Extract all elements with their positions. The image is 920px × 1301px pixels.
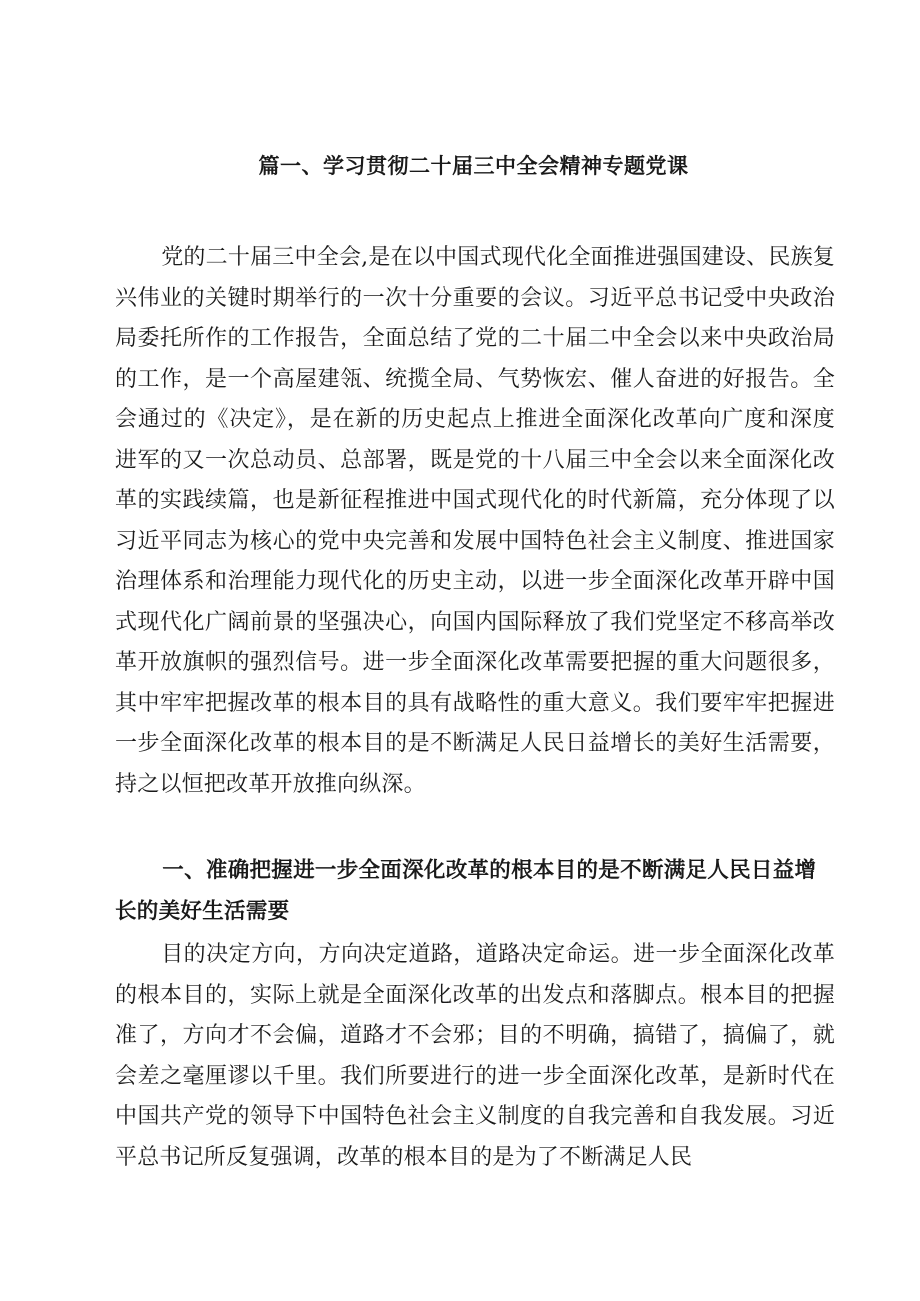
section-one-heading: 一、准确把握进一步全面深化改革的根本目的是不断满足人民日益增长的美好生活需要 — [115, 858, 817, 924]
document-title: 篇一、学习贯彻二十届三中全会精神专题党课 — [258, 154, 689, 178]
intro-paragraph: 党的二十届三中全会,是在以中国式现代化全面推进强国建设、民族复兴伟业的关键时期举行的一次十分重要的会议。习近平总书记受中央政治局委托所作的工作报告，全面总结了党的二十届二中全会以来中央政治局的工作，是一个高屋建瓴、统揽全局、气势恢宏、催人奋进的好报告。全会通过的《决定》，是在新的历史起点上推进全面深化改革向广度和深度进军的又一次总动员、总部署，既是党的十八届三中全会以来全面深化改革的实践续篇，也是新征程推进中国式现代化的时代新篇，充分体现了以习近平同志为核心的党中央完善和发展中国特色社会主义制度、推进国家治理体系和治理能力现代化的历史主动，以进一步全面深化改革开辟中国式现代化广阔前景的坚强决心，向国内国际释放了我们党坚定不移高举改革开放旗帜的强烈信号。进一步全面深化改革需要把握的重大问题很多，其中牢牢把握改革的根本目的具有战略性的重大意义。我们要牢牢把握进一步全面深化改革的根本目的是不断满足人民日益增长的美好生活需要，持之以恒把改革开放推向纵深。 — [115, 245, 835, 797]
section-one-paragraph: 目的决定方向，方向决定道路，道路决定命运。进一步全面深化改革的根本目的，实际上就是全面深化改革的出发点和落脚点。根本目的把握准了，方向才不会偏，道路才不会邪；目的不明确，搞错了，搞偏了，就会差之毫厘谬以千里。我们所要进行的进一步全面深化改革，是新时代在中国共产党的领导下中国特色社会主义制度的自我完善和自我发展。习近平总书记所反复强调，改革的根本目的是为了不断满足人民 — [115, 942, 835, 1170]
